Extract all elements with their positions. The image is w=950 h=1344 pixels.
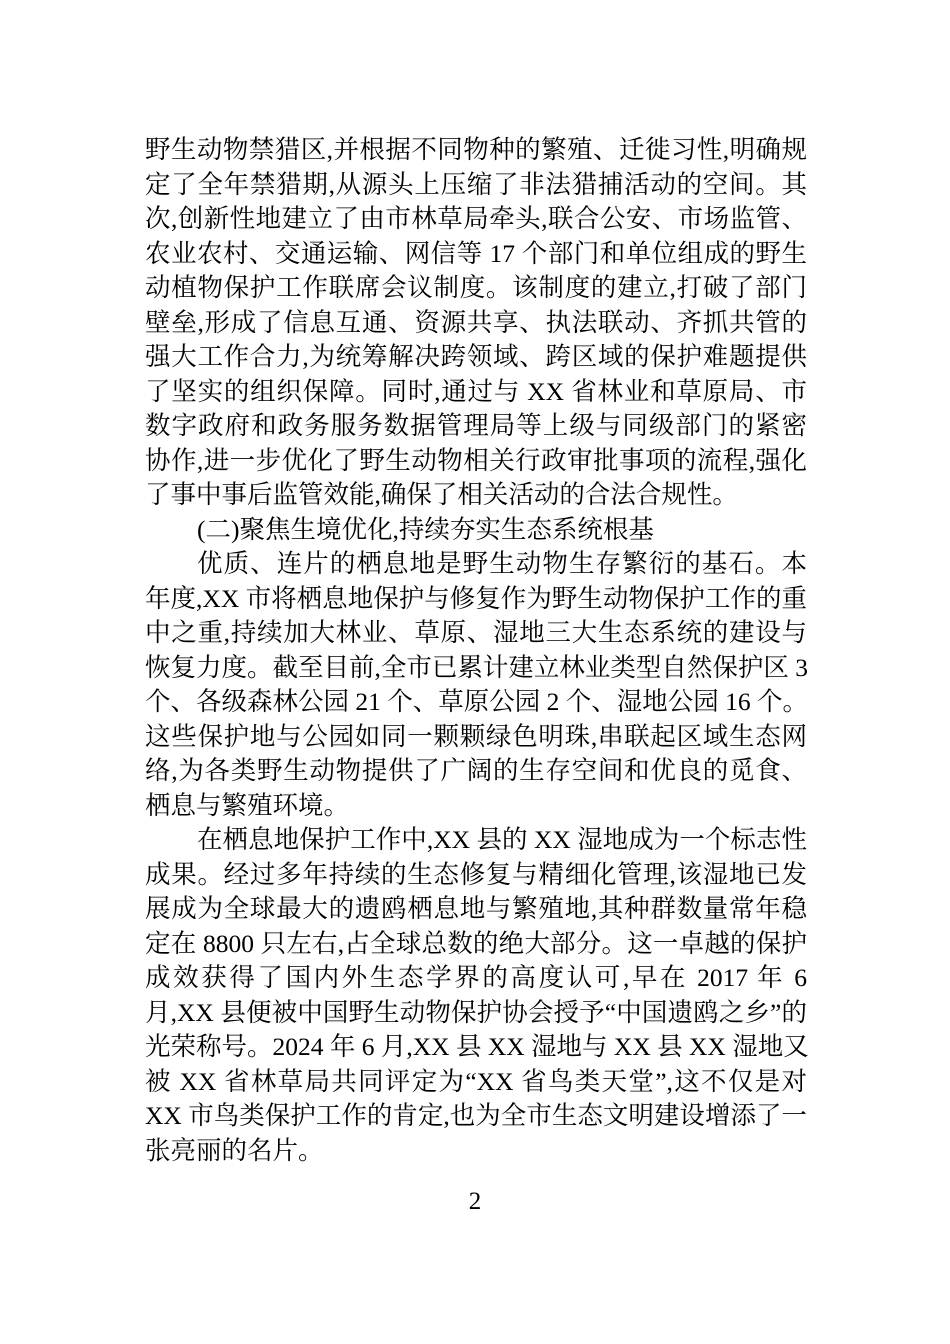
paragraph-line: 展成为全球最大的遗鸥栖息地与繁殖地,其种群数量常年稳 <box>145 894 807 923</box>
section-heading: (二)聚焦生境优化,持续夯实生态系统根基 <box>197 514 654 544</box>
paragraph-line: 了坚实的组织保障。同时,通过与 XX 省林业和草原局、市 <box>145 376 807 406</box>
paragraph-line: 在栖息地保护工作中,XX 县的 XX 湿地成为一个标志性 <box>197 825 807 854</box>
paragraph-line: 栖息与繁殖环境。 <box>145 790 350 820</box>
paragraph-line: 被 XX 省林草局共同评定为“XX 省鸟类天堂”,这不仅是对 <box>145 1066 807 1096</box>
paragraph-line: 了事中事后监管效能,确保了相关活动的合法合规性。 <box>145 480 738 509</box>
paragraph-line: 恢复力度。截至目前,全市已累计建立林业类型自然保护区 3 <box>145 652 809 682</box>
paragraph-line: 这些保护地与公园如同一颗颗绿色明珠,串联起区域生态网 <box>145 721 807 751</box>
paragraph-line: 动植物保护工作联席会议制度。该制度的建立,打破了部门 <box>145 273 807 302</box>
paragraph-line: 次,创新性地建立了由市林草局牵头,联合公安、市场监管、 <box>145 204 807 233</box>
page-number: 2 <box>468 1188 482 1215</box>
paragraph-line: 定在 8800 只左右,占全球总数的绝大部分。这一卓越的保护 <box>145 928 807 958</box>
paragraph-line: 个、各级森林公园 21 个、草原公园 2 个、湿地公园 16 个。 <box>145 687 809 716</box>
paragraph-line: 协作,进一步优化了野生动物相关行政审批事项的流程,强化 <box>145 445 807 475</box>
paragraph-line: 络,为各类野生动物提供了广阔的生存空间和优良的觅食、 <box>145 756 807 785</box>
paragraph-line: 中之重,持续加大林业、草原、湿地三大生态系统的建设与 <box>145 618 807 647</box>
paragraph-line: 强大工作合力,为统筹解决跨领域、跨区域的保护难题提供 <box>145 342 807 371</box>
paragraph-line: 成效获得了国内外生态学界的高度认可,早在 2017 年 6 <box>145 963 807 992</box>
paragraph-line: 优质、连片的栖息地是野生动物生存繁衍的基石。本 <box>197 549 807 578</box>
paragraph-line: 光荣称号。2024 年 6 月,XX 县 XX 湿地与 XX 县 XX 湿地又 <box>145 1032 809 1061</box>
paragraph-line: 数字政府和政务服务数据管理局等上级与同级部门的紧密 <box>145 411 807 440</box>
paragraph-line: 成果。经过多年持续的生态修复与精细化管理,该湿地已发 <box>145 859 807 889</box>
paragraph-line: 定了全年禁猎期,从源头上压缩了非法猎捕活动的空间。其 <box>145 169 807 199</box>
paragraph-line: 年度,XX 市将栖息地保护与修复作为野生动物保护工作的重 <box>145 583 807 613</box>
paragraph-line: 壁垒,形成了信息互通、资源共享、执法联动、齐抓共管的 <box>145 307 807 337</box>
paragraph-line: XX 市鸟类保护工作的肯定,也为全市生态文明建设增添了一 <box>145 1101 807 1130</box>
paragraph-line: 野生动物禁猎区,并根据不同物种的繁殖、迁徙习性,明确规 <box>145 135 807 164</box>
paragraph-line: 农业农村、交通运输、网信等 17 个部门和单位组成的野生 <box>145 238 807 268</box>
paragraph-line: 张亮丽的名片。 <box>145 1135 324 1165</box>
paragraph-line: 月,XX 县便被中国野生动物保护协会授予“中国遗鸥之乡”的 <box>145 997 807 1027</box>
